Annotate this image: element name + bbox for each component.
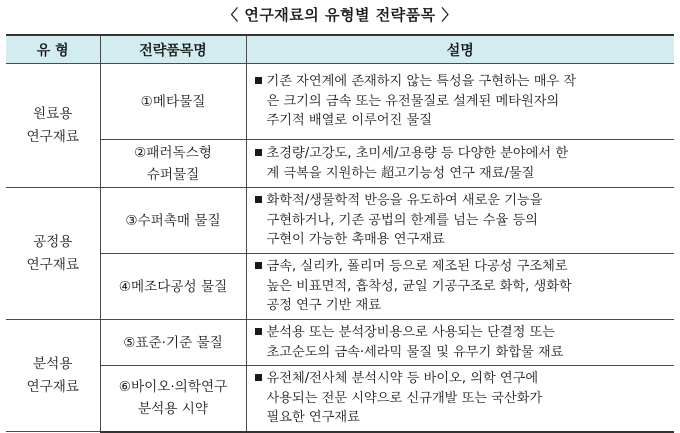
desc-line: 주기적 배열로 이루어진 물질	[266, 113, 432, 129]
desc-cell	[246, 320, 674, 366]
type-label: 연구재료	[26, 256, 80, 273]
type-label: 원료용	[33, 105, 73, 122]
item-name: ②패러독스형	[134, 144, 212, 161]
desc-line: 분석용 또는 분석장비용으로 사용되는 단결정 또는	[266, 325, 555, 340]
desc-line: 유전체/전사체 분석시약 등 바이오, 의학 연구에	[266, 371, 539, 386]
item-cell	[100, 254, 246, 320]
item-cell	[100, 320, 246, 366]
desc-line: 은 크기의 금속 또는 유전물질로 설계된 메타원자의	[266, 93, 560, 109]
desc-line: 높은 비표면적, 흡착성, 균일 기공구조로 화학, 생화학	[266, 278, 572, 294]
desc-line: 사용되는 전문 시약으로 신규개발 또는 국산화가	[266, 390, 543, 406]
header-row	[6, 35, 674, 64]
strategic-items-table	[6, 34, 674, 433]
type-cell-analysis	[6, 320, 100, 432]
desc-cell	[246, 254, 674, 320]
desc-line: 금속, 실리카, 폴리머 등으로 제조된 다공성 구조체로	[266, 259, 568, 275]
item-name: ⑤표준·기준 물질	[123, 334, 223, 351]
desc-cell	[246, 64, 674, 140]
square-bullet-icon	[255, 328, 262, 335]
item-cell	[100, 140, 246, 188]
desc-line: 초고순도의 금속·세라믹 물질 및 유무기 화합물 재료	[266, 344, 564, 360]
type-cell-process	[6, 188, 100, 320]
table-row	[6, 320, 674, 366]
square-bullet-icon	[255, 77, 262, 84]
square-bullet-icon	[255, 262, 262, 269]
desc-line: 화학적/생물학적 반응을 유도하여 새로운 기능을	[266, 193, 543, 209]
square-bullet-icon	[255, 149, 262, 156]
item-cell	[100, 188, 246, 254]
desc-line: 기존 자연계에 존재하지 않는 특성을 구현하는 매우 작	[266, 74, 577, 90]
desc-line: 공정 연구 기반 재료	[266, 298, 381, 314]
item-name: ④메조다공성 물질	[118, 278, 228, 295]
header-type: 유 형	[6, 35, 100, 64]
type-label: 연구재료	[26, 378, 80, 395]
square-bullet-icon	[255, 196, 262, 203]
type-label: 연구재료	[26, 128, 80, 145]
table-row	[6, 254, 674, 320]
desc-cell	[246, 140, 674, 188]
type-cell-raw	[6, 64, 100, 188]
table-row	[6, 366, 674, 432]
item-name: ⑥바이오·의학연구	[118, 379, 228, 396]
desc-line: 초경량/고강도, 초미세/고용량 등 다양한 분야에서 한	[266, 146, 569, 161]
item-cell	[100, 64, 246, 140]
desc-cell	[246, 366, 674, 432]
table-row	[6, 64, 674, 140]
header-desc: 설명	[246, 35, 674, 64]
type-label: 공정용	[33, 233, 73, 250]
table-row	[6, 188, 674, 254]
desc-line: 필요한 연구재료	[266, 410, 360, 425]
item-name: 분석용 시약	[138, 401, 208, 418]
item-name: 슈퍼물질	[146, 166, 200, 183]
item-cell	[100, 366, 246, 432]
header-item: 전략품목명	[100, 35, 246, 64]
item-name: ③수퍼촉매 물질	[125, 212, 221, 229]
desc-line: 구현이 가능한 촉매용 연구재료	[266, 232, 445, 248]
desc-line: 계 극복을 지원하는 超고기능성 연구 재료/물질	[266, 165, 535, 181]
table-title: 〈 연구재료의 유형별 전략품목 〉	[223, 6, 457, 24]
type-label: 분석용	[33, 355, 73, 372]
square-bullet-icon	[255, 374, 262, 381]
desc-cell	[246, 188, 674, 254]
item-name: ①메타물질	[140, 93, 206, 110]
desc-line: 구현하거나, 기존 공법의 한계를 넘는 수율 등의	[266, 212, 538, 228]
table-row	[6, 140, 674, 188]
